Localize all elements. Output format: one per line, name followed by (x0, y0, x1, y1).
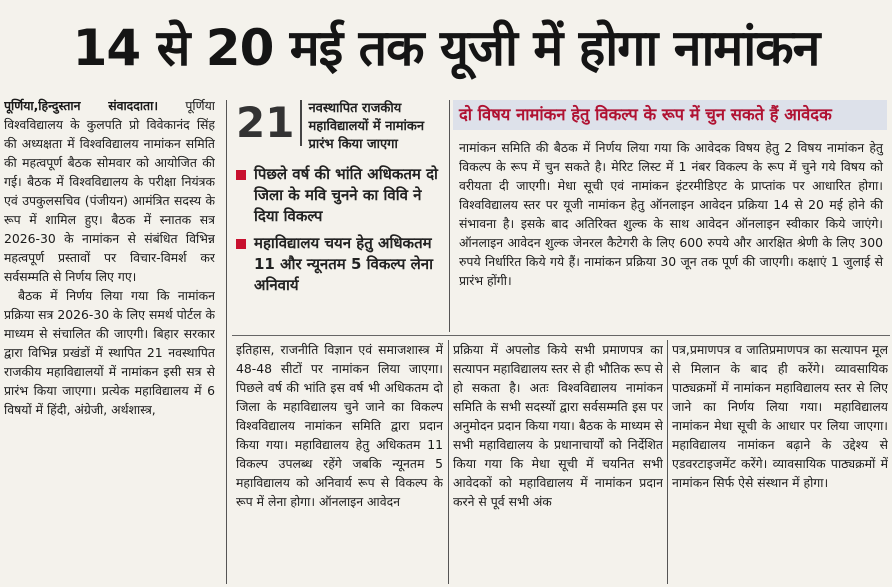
highlight-points (236, 164, 446, 296)
column-divider (448, 340, 449, 584)
column-divider (667, 340, 668, 584)
column-divider (226, 100, 227, 584)
box-divider (449, 100, 450, 332)
subsection-body: नामांकन समिति की बैठक में निर्णय लिया गया कि आवेदक विषय हेतु 2 विषय नामांकन हेतु विकल्प के रूप में चुन सकते है। मेरिट लिस्ट में 1 नंबर विकल्प के रूप में चुने गये विषय को वरीयता दी जाएगी। मेधा सूची एवं नामांकन इंटरमीडिएट के प्राप्तांक पर आधारित होगा। विश्वविद्यालय स्तर पर यूजी नामांकन हेतु ऑनलाइन आवेदन प्रक्रिया 14 से 20 मई होने की संभावना है। इसके बाद अतिरिक्त शुल्क के साथ आवेदन ऑनलाइन स्वीकार किये जाएंगे। ऑनलाइन आवेदन शुल्क जेनरल कैटेगरी के लिए 600 रुपये और आरक्षित श्रेणी के लिए 300 रुपये निर्धारित किये गये हैं। नामांकन प्रक्रिया 30 जून तक पूर्ण की जाएगी। कक्षाएं 1 जुलाई से प्रारंभ होंगी। (459, 140, 883, 288)
bullet-square-icon (236, 170, 246, 180)
highlight-point: पिछले वर्ष की भांति अधिकतम दो जिला के मवि चुनने का विवि ने दिया विकल्प (236, 164, 446, 227)
article-column-3: प्रक्रिया में अपलोड किये सभी प्रमाणपत्र का सत्यापन महाविद्यालय स्तर से ही भौतिक रूप से हो सकता है। अतः विश्वविद्यालय नामांकन समिति के सभी सदस्यों द्वारा सर्वसम्मति इस पर अनुमोदन प्रदान किया गया। बैठक के माध्यम से सभी महाविद्यालय के प्रधानाचार्यों को निर्देशित किया गया कि मेधा सूची में चयनित सभी आवेदकों को महाविद्यालय में नामांकन प्रदान करने से पूर्व सभी अंक (453, 342, 663, 509)
article-column-1 (4, 96, 215, 584)
article-column-2: इतिहास, राजनीति विज्ञान एवं समाजशास्त्र में 48-48 सीटों पर नामांकन लिया जाएगा। पिछले वर्ष की भांति इस वर्ष भी अधिकतम दो जिला के महाविद्यालय चुने जाने का विकल्प विश्वविद्यालय नामांकन समिति द्वारा प्रदान किया गया। महाविद्यालय हेतु अधिकतम 11 विकल्प उपलब्ध रहेंगे जबकि न्यूनतम 5 महाविद्यालय को अनिवार्य रूप से विकल्प के रूप में लेना होगा। ऑनलाइन आवेदन (236, 342, 443, 509)
highlight-intro: नवस्थापित राजकीय महाविद्यालयों में नामांकन प्रारंभ किया जाएगा (308, 101, 425, 152)
highlight-box (236, 100, 446, 330)
subsection-heading: दो विषय नामांकन हेतु विकल्प के रूप में चुन सकते हैं आवेदक (453, 100, 887, 130)
bullet-square-icon (236, 239, 246, 249)
headline: 14 से 20 मई तक यूजी में होगा नामांकन (72, 19, 820, 77)
section-divider (232, 335, 890, 336)
byline: पूर्णिया,हिन्दुस्तान संवाददाता। (4, 98, 159, 113)
column1-text: पूर्णिया विश्वविद्यालय के कुलपति प्रो विवेकानंद सिंह की अध्यक्षता में विश्वविद्यालय नामांकन समिति की महत्वपूर्ण बैठक सोमवार को आयोजित की गई। बैठक में विश्वविद्यालय के परीक्षा नियंत्रक एवं उपकुलसचिव (पंजीयन) आमंत्रित सदस्य के रूप में शामिल हुए। बैठक में स्नातक सत्र 2026-30 के नामांकन से संबंधित विभिन्न महत्वपूर्ण प्रस्तावों पर विचार-विमर्श कर सर्वसम्मति से निर्णय लिए गए। (4, 98, 215, 284)
highlight-point: महाविद्यालय चयन हेतु अधिकतम 11 और न्यूनतम 5 विकल्प लेना अनिवार्य (236, 233, 446, 296)
column1-para2: बैठक में निर्णय लिया गया कि नामांकन प्रक्रिया सत्र 2026-30 के लिए समर्थ पोर्टल के माध्यम से संचालित की जाएगी। बिहार सरकार द्वारा विभिन्न प्रखंडों में स्थापित 21 नवस्थापित राजकीय महाविद्यालयों में नामांकन इसी सत्र से प्रारंभ किया जाएगा। प्रत्येक महाविद्यालय में 6 विषयों में हिंदी, अंग्रेजी, अर्थशास्त्र, (4, 288, 215, 417)
highlight-number: 21 (236, 100, 302, 146)
column1-para1 (4, 96, 215, 286)
subsection-box (453, 100, 887, 332)
article-column-4: पत्र,प्रमाणपत्र व जातिप्रमाणपत्र का सत्यापन मूल से मिलान के बाद ही करेंगे। व्यावसायिक पाठ्यक्रमों में नामांकन महाविद्यालय स्तर से लिए जाने का निर्णय लिया गया। महाविद्यालय नामांकन मेधा सूची के आधार पर लिया जाएगा। महाविद्यालय नामांकन बढ़ाने के उद्देश्य से एडवरटाइजमेंट करेंगे। व्यावसायिक पाठ्यक्रमों में नामांकन सिर्फ ऐसे संस्थान में होगा। (672, 342, 888, 490)
